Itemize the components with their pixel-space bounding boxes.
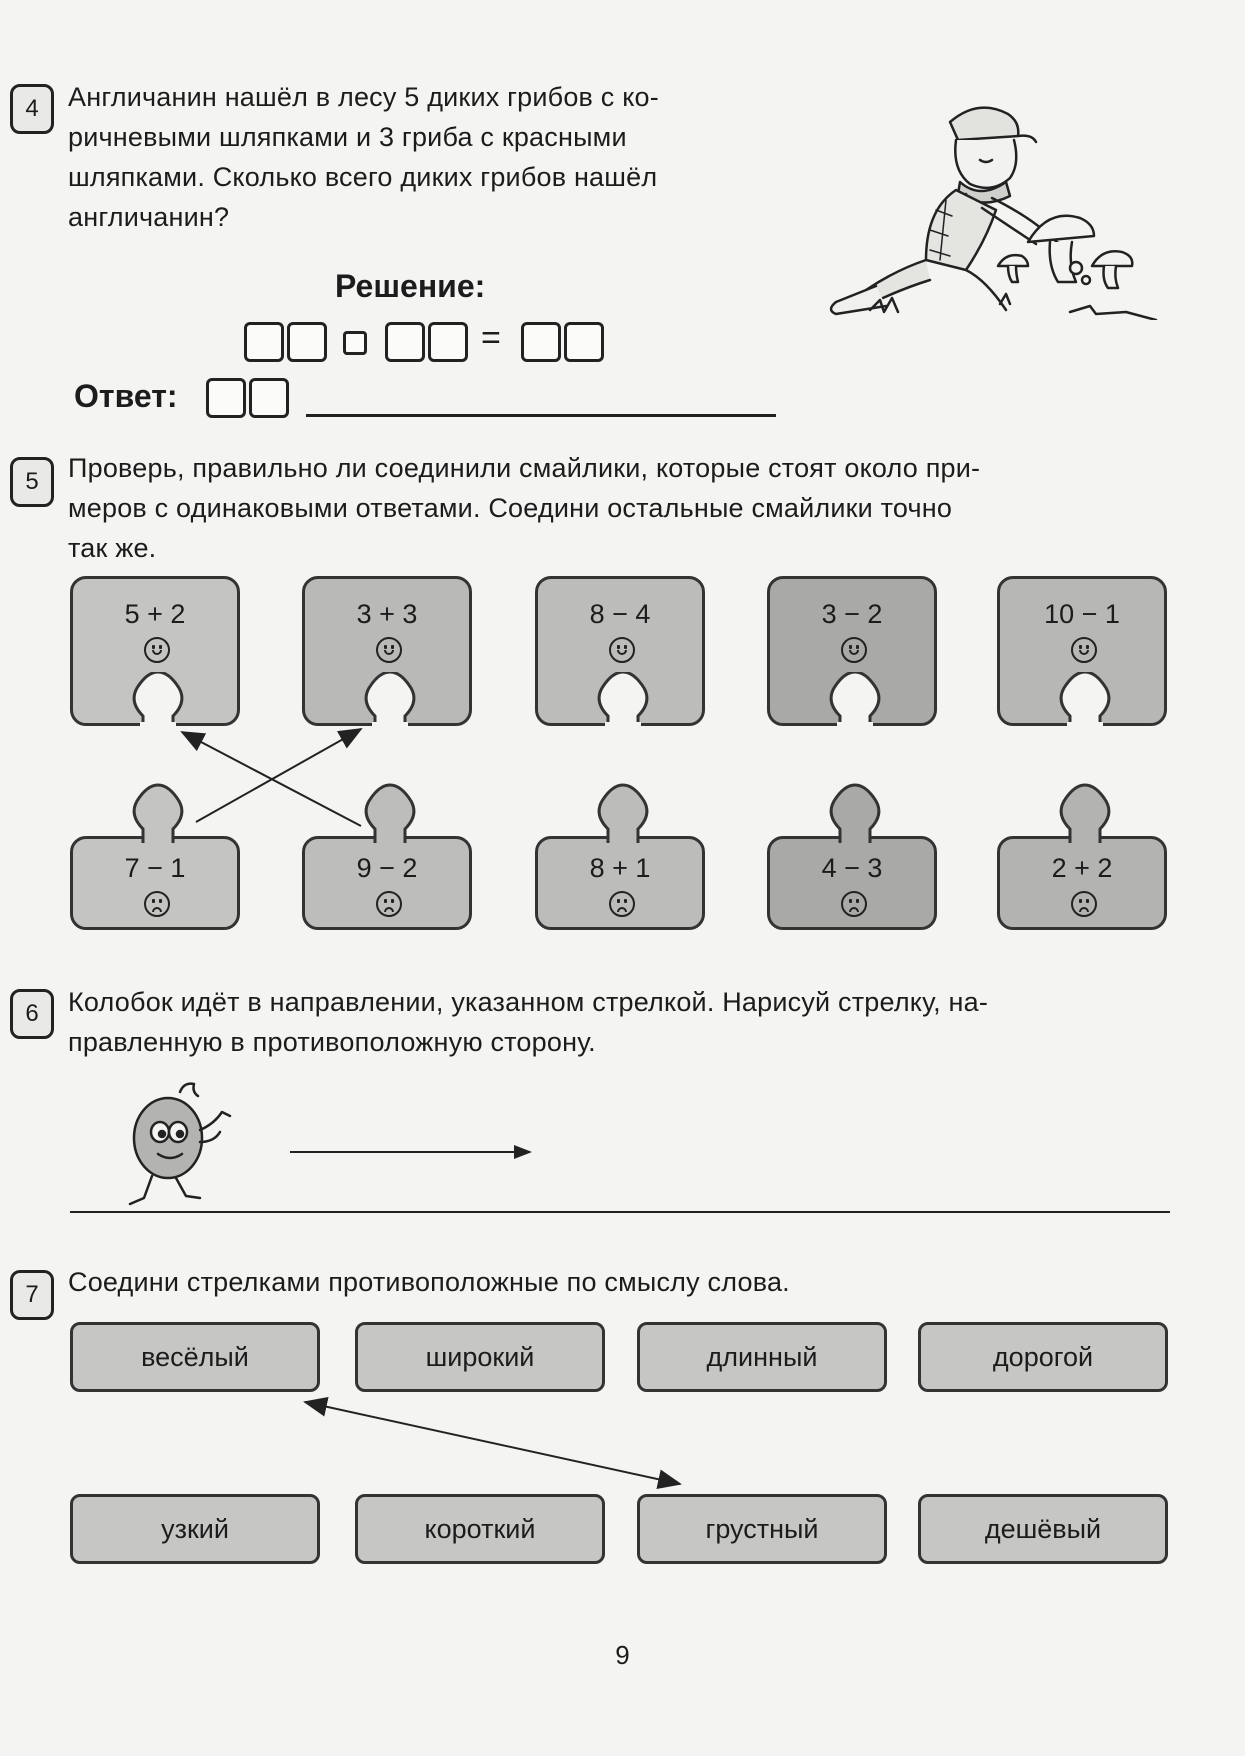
bottom-word-box[interactable]: короткий [355, 1494, 605, 1564]
puzzle-expression: 8 − 4 [589, 599, 651, 629]
task-6-line-2: правленную в противоположную сторону. [68, 1027, 596, 1057]
page-number: 9 [615, 1640, 630, 1670]
task-4-number: 4 [10, 84, 54, 134]
task-4-line-3: шляпками. Сколько всего диких грибов нашёл [68, 162, 658, 192]
solution-label: Решение: [335, 268, 486, 304]
task-6-line-1: Колобок идёт в направлении, указанном стрелкой. Нарисуй стрелку, на- [68, 987, 989, 1017]
bottom-word-box[interactable]: грустный [637, 1494, 887, 1564]
puzzle-expression: 3 + 3 [356, 599, 418, 629]
equals-sign: = [481, 319, 501, 357]
task-5-line-2: меров с одинаковыми ответами. Соедини остальные смайлики точно [68, 493, 953, 523]
task-5-number: 5 [10, 457, 54, 507]
puzzle-expression: 4 − 3 [821, 853, 883, 883]
puzzle-expression: 7 − 1 [124, 853, 186, 883]
puzzle-expression: 2 + 2 [1051, 853, 1113, 883]
top-word-box[interactable]: длинный [637, 1322, 887, 1392]
top-word-box[interactable]: дорогой [918, 1322, 1168, 1392]
puzzle-expression: 10 − 1 [1044, 599, 1120, 629]
task-4-line-1: Англичанин нашёл в лесу 5 диких грибов с ко- [68, 82, 659, 112]
top-word-box[interactable]: широкий [355, 1322, 605, 1392]
puzzle-expression: 8 + 1 [589, 853, 651, 883]
task-4-line-2: ричневыми шляпками и 3 гриба с красными [68, 122, 627, 152]
top-word-box[interactable]: весёлый [70, 1322, 320, 1392]
bottom-word-box[interactable]: узкий [70, 1494, 320, 1564]
task-6-number: 6 [10, 989, 54, 1039]
task-5-line-1: Проверь, правильно ли соединили смайлики, которые стоят около при- [68, 453, 981, 483]
arrow-veselyy-to-grustnyy [305, 1402, 680, 1484]
task-7-number: 7 [10, 1270, 54, 1320]
puzzle-expression: 5 + 2 [124, 599, 186, 629]
puzzle-expression: 3 − 2 [821, 599, 883, 629]
answer-label: Ответ: [74, 378, 178, 414]
task-4-line-4: англичанин? [68, 202, 230, 232]
task-5-line-3: так же. [68, 533, 157, 563]
bottom-word-box[interactable]: дешёвый [918, 1494, 1168, 1564]
puzzle-expression: 9 − 2 [356, 853, 418, 883]
task-7-text: Соедини стрелками противоположные по смыслу слова. [68, 1267, 790, 1297]
